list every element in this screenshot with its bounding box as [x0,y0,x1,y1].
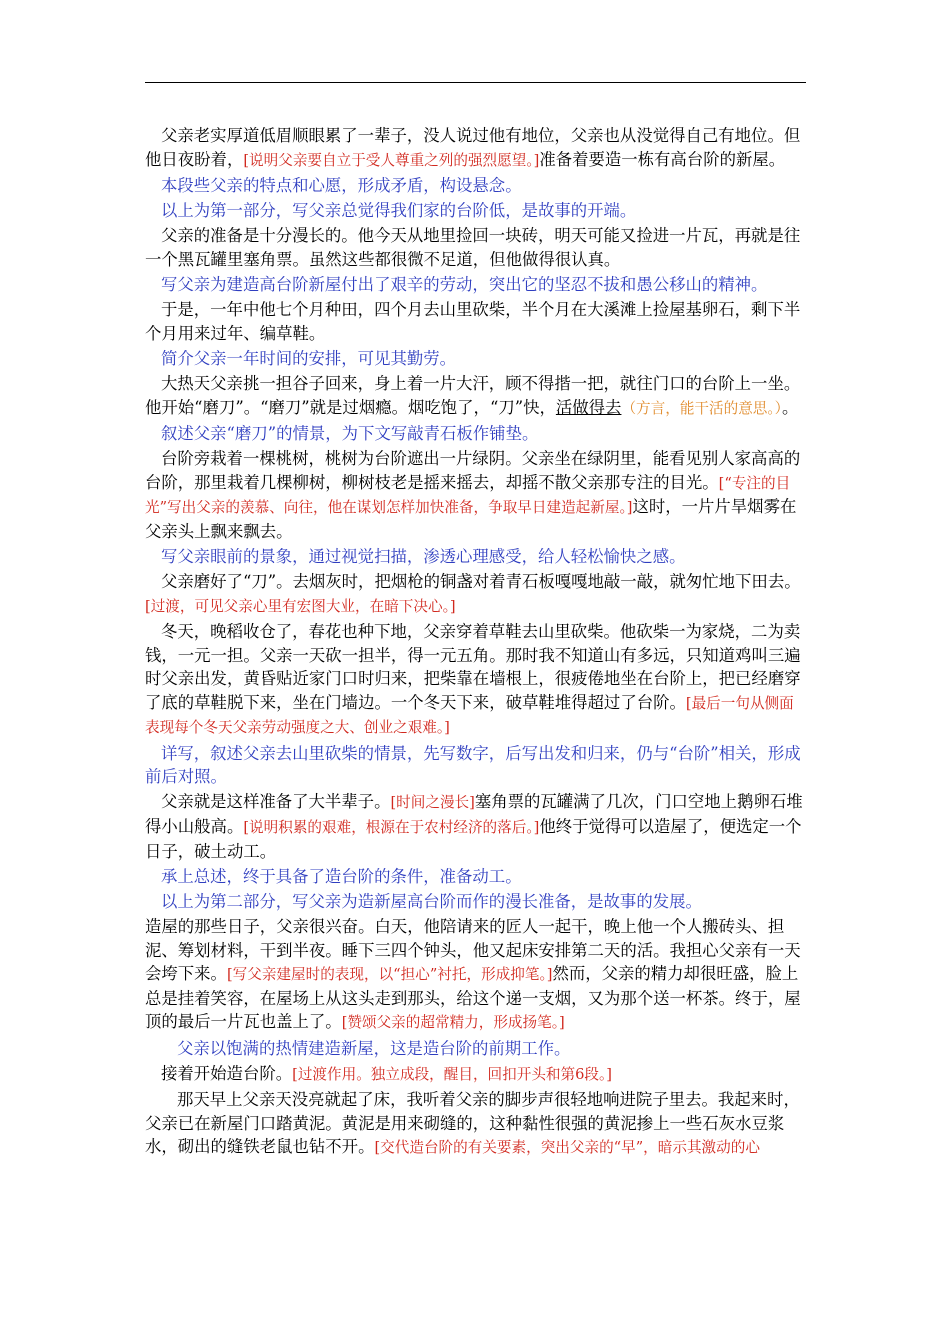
annotation-note: [时间之漫长] [390,794,475,812]
body-text: 台阶旁栽着一棵桃树，桃树为台阶遮出一片绿阴。父亲坐在绿阴里，能看见别人家高高的台阶，那里栽着几棵柳树，柳树枝老是摇来摇去，却摇不散父亲那专注的目光。 [145,449,801,492]
body-text: 父亲就是这样准备了大半辈子。 [161,792,391,812]
paragraph [145,199,807,223]
body-text: 于是，一年中他七个月种田，四个月去山里砍柴，半个月在大溪滩上捡屋基卵石，剩下半个月用来过年、编草鞋。 [145,300,801,343]
annotation-note: [写父亲建屋时的表现，以“担心”衬托，形成抑笔。] [226,966,553,984]
annotation-note: [说明父亲要自立于受人尊重之列的强烈愿望。] [243,151,540,169]
body-text: 。 [781,397,799,417]
body-text: 这时，一片片旱烟雾在父亲头上飘来飘去。 [145,497,797,541]
summary-comment: 本段些父亲的特点和心愿，形成矛盾，构设悬念。 [161,175,522,195]
paragraph [145,224,807,271]
body-text: 他终于觉得可以造屋了，便选定一个日子，破土动工。 [145,816,802,861]
paragraph [145,865,807,889]
header-rule [145,82,806,83]
body-text: 那天早上父亲天没亮就起了床，我听着父亲的脚步声很轻地响进院子里去。我起来时，父亲已在新屋门口踏黄泥。黄泥是用来砌缝的，这种黏性很强的黄泥掺上一些石灰水豆浆水，砌出的缝铁老鼠也钻不开。 [145,1090,800,1157]
annotation-note: [赞颂父亲的超常精力，形成扬笔。] [341,1014,565,1032]
summary-comment: 叙述父亲“磨刀”的情景，为下文写敲青石板作铺垫。 [161,423,539,443]
annotation-note: [最后一句从侧面表现每个冬天父亲劳动强度之大、创业之艰难。] [145,694,794,737]
body-text: 父亲的准备是十分漫长的。他今天从地里捡回一块砖，明天可能又捡进一片瓦，再就是往一个黑瓦罐里塞角票。虽然这些都很微不足道，但他做得很认真。 [145,226,801,269]
annotation-note: [交代造台阶的有关要素，突出父亲的“早”，暗示其激动的心 [374,1139,760,1157]
dialect-note: （方言，能干活的意思。） [621,399,782,417]
paragraph [145,347,807,371]
summary-comment: 以上为第二部分，写父亲为造新屋高台阶而作的漫长准备，是故事的发展。 [161,891,702,911]
paragraph [145,545,807,569]
summary-comment: 详写，叙述父亲去山里砍柴的情景，先写数字，后写出发和归来，仍与“台阶”相关，形成前后对照。 [145,743,801,787]
paragraph [145,273,807,297]
paragraph [145,174,807,198]
paragraph [145,915,807,1035]
annotation-note: [“专注的目光”写出父亲的羡慕、向往，他在谋划怎样加快准备，争取早日建造起新屋。] [145,474,791,517]
summary-comment: 写父亲为建造高台阶新屋付出了艰辛的劳动，突出它的坚忍不拔和愚公移山的精神。 [161,274,768,294]
paragraph [145,742,807,789]
summary-comment: 简介父亲一年时间的安排，可见其勤劳。 [161,348,457,368]
paragraph [145,298,807,345]
body-text: 然而，父亲的精力却很旺盛，脸上总是挂着笑容，在屋场上从这头走到那头，给这个递一支烟，又为那个送一杯茶。终于，屋顶的最后一片瓦也盖上了。 [145,964,801,1032]
underlined-phrase: 活做得去 [555,397,622,417]
paragraph [145,1037,807,1061]
body-text: 塞角票的瓦罐满了几次，门口空地上鹅卵石堆得小山般高。 [145,792,803,836]
annotation-note: [过渡作用。独立成段，醒目，回扣开头和第6段。] [292,1065,612,1083]
paragraph [145,570,807,618]
summary-comment: 写父亲眼前的景象，通过视觉扫描，渗透心理感受，给人轻松愉快之感。 [161,547,686,567]
body-text: 父亲老实厚道低眉顺眼累了一辈子，没人说过他有地位，父亲也从没觉得自己有地位。但他日夜盼着， [145,126,801,169]
annotation-note: [说明积累的艰难，根源在于农村经济的落后。] [243,818,540,836]
body-text: 大热天父亲挑一担谷子回来，身上着一片大汗，顾不得揩一把，就往门口的台阶上一坐。他开始“磨刀”。“磨刀”就是过烟瘾。烟吃饱了，“刀”快， [145,374,801,417]
body-text: 父亲磨好了“刀”。去烟灰时，把烟枪的铜盏对着青石板嘎嘎地敲一敲，就匆忙地下田去。 [161,572,801,592]
paragraph [145,124,807,172]
paragraph [145,1088,807,1160]
summary-comment: 承上总述，终于具备了造台阶的条件，准备动工。 [161,866,522,886]
body-text: 接着开始造台阶。 [161,1063,293,1083]
summary-comment: 父亲以饱满的热情建造新屋，这是造台阶的前期工作。 [177,1038,571,1058]
document-body [145,124,807,1160]
paragraph [145,372,807,420]
paragraph [145,790,807,863]
paragraph [145,620,807,740]
paragraph [145,890,807,914]
paragraph [145,1062,807,1087]
body-text: 准备着要造一栋有高台阶的新屋。 [539,149,786,169]
summary-comment: 以上为第一部分，写父亲总觉得我们家的台阶低，是故事的开端。 [161,200,637,220]
body-text: 造屋的那些日子，父亲很兴奋。白天，他陪请来的匠人一起干，晚上他一个人搬砖头、担泥、筹划材料，干到半夜。睡下三四个钟头，他又起床安排第二天的活。我担心父亲有一天会垮下来。 [145,917,801,984]
paragraph [145,422,807,446]
paragraph [145,447,807,543]
annotation-note: [过渡，可见父亲心里有宏图大业，在暗下决心。] [145,597,456,615]
body-text: 冬天，晚稻收仓了，春花也种下地，父亲穿着草鞋去山里砍柴。他砍柴一为家烧，二为卖钱，一元一担。父亲一天砍一担半，得一元五角。那时我不知道山有多远，只知道鸡叫三遍时父亲出发，黄昏贴近家门口时归来，把柴靠在墙根上，很疲倦地坐在台阶上，把已经磨穿了底的草鞋脱下来，坐在门墙边。一个冬天下来，破草鞋堆得超过了台阶。 [145,622,801,712]
